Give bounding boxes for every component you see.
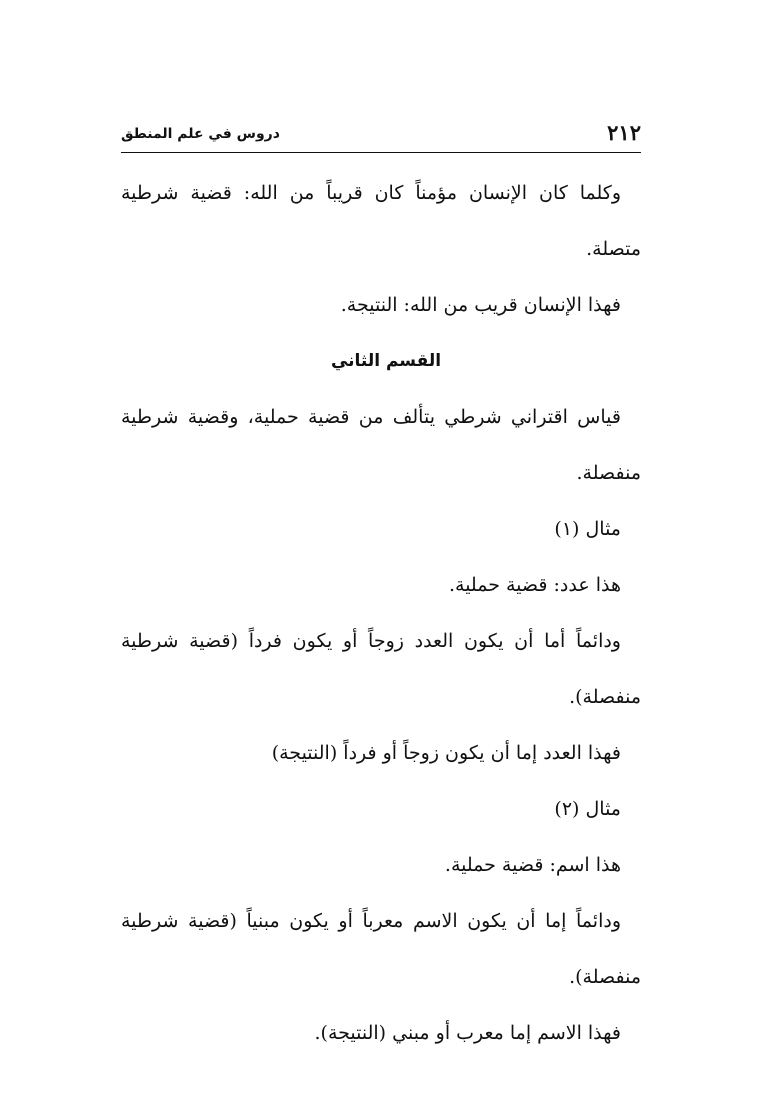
text-line: فهذا العدد إما أن يكون زوجاً أو فرداً (النتيجة)	[271, 742, 621, 764]
example-label: مثال (١)	[554, 518, 621, 540]
text-line: ودائماً أما أن يكون العدد زوجاً أو يكون فرداً (قضية شرطية	[121, 630, 621, 652]
text-line: فهذا الإنسان قريب من الله: النتيجة.	[340, 294, 621, 316]
section-heading: القسم الثاني	[330, 351, 442, 371]
text-line: منفصلة).	[569, 686, 641, 708]
example-label: مثال (٢)	[554, 798, 621, 820]
text-line: هذا عدد: قضية حملية.	[448, 574, 621, 596]
text-line: قياس اقتراني شرطي يتألف من قضية حملية، وقضية شرطية	[121, 406, 621, 428]
text-line: فهذا الاسم إما معرب أو مبني (النتيجة).	[314, 1022, 621, 1044]
running-title: دروس في علم المنطق	[121, 126, 280, 142]
text-line: منفصلة.	[576, 462, 641, 484]
text-line: وكلما كان الإنسان مؤمناً كان قريباً من الله: قضية شرطية	[121, 182, 621, 204]
text-line: هذا اسم: قضية حملية.	[444, 854, 621, 876]
page-header	[121, 118, 641, 153]
page-number: ٢١٢	[607, 120, 641, 145]
text-line: منفصلة).	[569, 966, 641, 988]
page-content	[121, 165, 641, 1061]
text-line: متصلة.	[586, 238, 641, 260]
text-line: ودائماً إما أن يكون الاسم معرباً أو يكون مبنياً (قضية شرطية	[121, 910, 621, 932]
